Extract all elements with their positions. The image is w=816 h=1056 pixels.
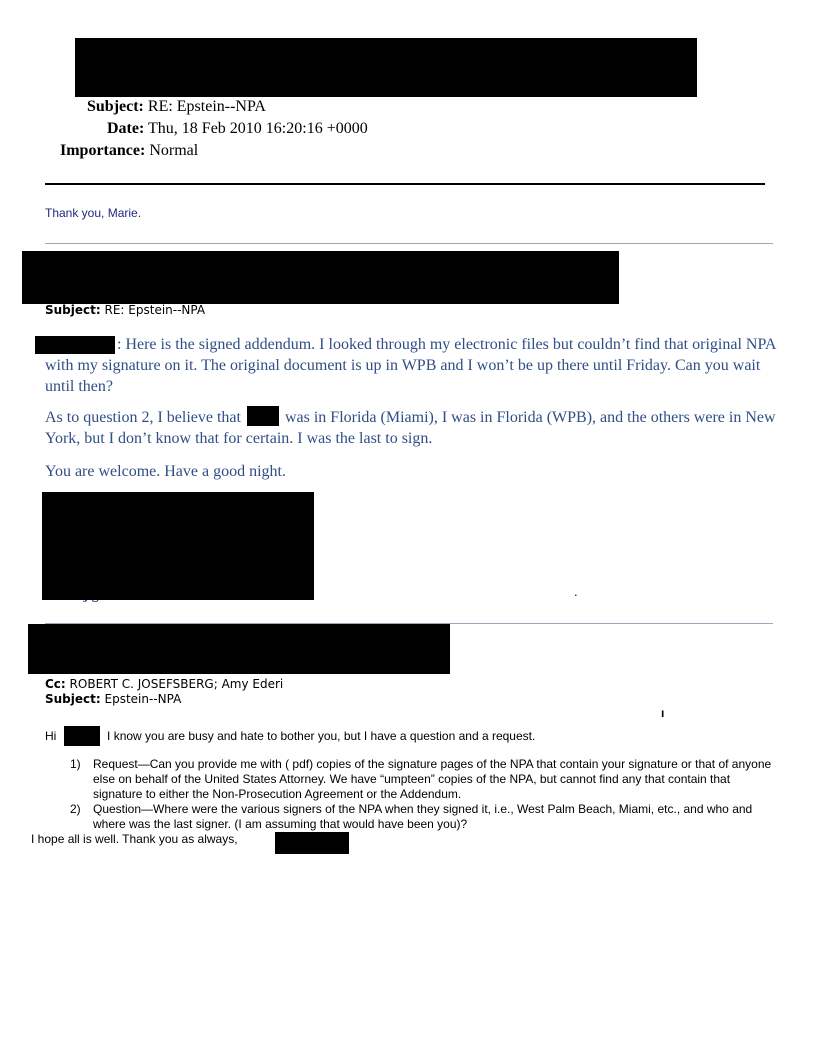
redaction-recipient-name [35, 336, 115, 354]
header-divider [45, 183, 765, 185]
reply-two-subject-line [45, 303, 205, 317]
reply-two-paragraph-2 [45, 406, 780, 449]
redaction-greeting-name [64, 726, 100, 746]
list-item-number: 1) [70, 757, 81, 771]
original-greeting-start: Hi [45, 729, 57, 743]
redaction-original-header [28, 624, 450, 674]
redaction-closing-signature [275, 832, 349, 854]
reply-two-subject-label: Subject: [45, 303, 101, 317]
reply-two-para2-end: was in Florida (Miami), I was in Florida (WPB), and the others were in New York, but I don’t know that for certain. I was the last to sign. [45, 409, 776, 447]
header-importance-line [60, 142, 198, 160]
original-cc-label: Cc: [45, 677, 66, 691]
original-greeting-rest: I know you are busy and hate to bother you, but I have a question and a request. [107, 729, 536, 743]
reply-two-paragraph-1 [45, 334, 780, 397]
original-cc-value: ROBERT C. JOSEFSBERG; Amy Ederi [69, 677, 284, 691]
header-subject-label: Subject: [87, 98, 144, 115]
redaction-signature-block [42, 492, 314, 600]
original-cc-line [45, 677, 283, 691]
list-item-text: Request—Can you provide me with ( pdf) copies of the signature pages of the NPA that contain your signature or that of anyone else on behalf of the United States Attorney. We have “umpteen” copies of the NPA, but cannot find any that contain that signature to either the Non-Prosecution Agreement or the Addendum. [93, 757, 772, 801]
original-closing-text: I hope all is well. Thank you as always, [31, 832, 238, 846]
header-subject-line [87, 98, 266, 116]
reply-two-para1-text: : Here is the signed addendum. I looked through my electronic files but couldn’t find that original NPA with my signature on it. The original document is up in WPB and I won’t be up there until Friday. Can you wait until then? [45, 336, 776, 395]
reply-two-subject-value: RE: Epstein--NPA [104, 303, 206, 317]
original-subject-label: Subject: [45, 692, 101, 706]
redaction-reply-two-header [22, 251, 619, 304]
original-closing [31, 832, 238, 847]
header-subject-value: RE: Epstein--NPA [147, 98, 266, 115]
reply-one-text: Thank you, Marie. [45, 206, 142, 220]
list-item [45, 802, 775, 832]
header-importance-value: Normal [149, 142, 199, 159]
header-date-label: Date: [107, 120, 145, 137]
header-date-value: Thu, 18 Feb 2010 16:20:16 +0000 [148, 120, 368, 137]
original-request-list [45, 757, 775, 832]
list-item [45, 757, 775, 802]
list-item-text: Question—Where were the various signers of the NPA when they signed it, i.e., West Palm Beach, Miami, etc., and who and where was the last signer. (I am assuming that would have been you)? [93, 802, 753, 831]
redaction-inline-name [247, 406, 279, 426]
original-subject-value: Epstein--NPA [104, 692, 182, 706]
header-importance-label: Importance: [60, 142, 146, 159]
header-date-line [107, 120, 368, 138]
original-subject-line [45, 692, 181, 706]
reply-two-paragraph-3: You are welcome. Have a good night. [45, 463, 286, 480]
reply-two-para2-start: As to question 2, I believe that [45, 409, 241, 426]
stray-dot: . [574, 584, 578, 599]
list-item-number: 2) [70, 802, 81, 816]
original-greeting [45, 726, 535, 746]
stray-mark: ı [661, 706, 665, 720]
message-separator-1 [45, 243, 773, 244]
redaction-header-from-to [75, 38, 697, 97]
